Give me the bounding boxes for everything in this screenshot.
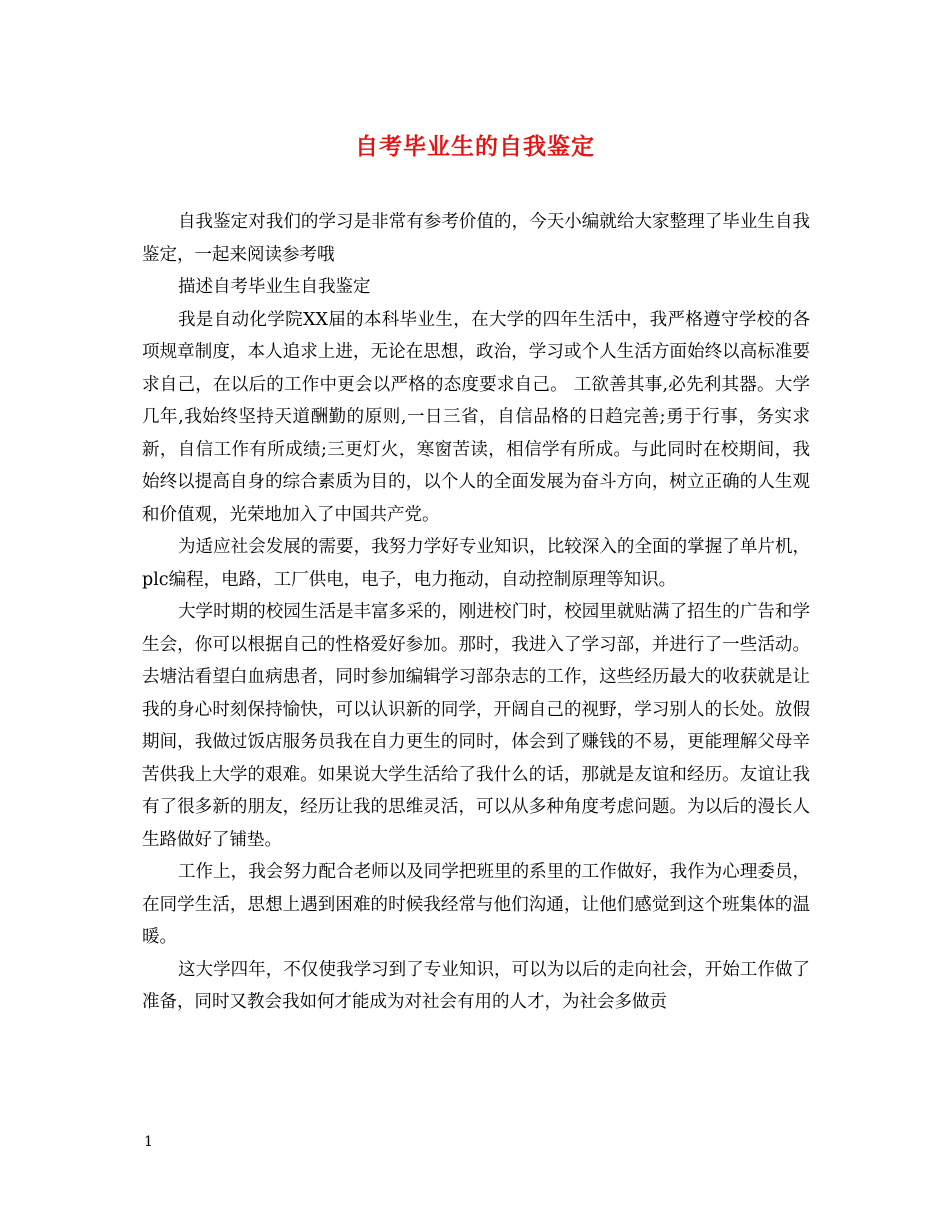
paragraph-intro: 自我鉴定对我们的学习是非常有参考价值的，今天小编就给大家整理了毕业生自我鉴定，一起来阅读参考哦 [142,212,810,265]
page-number: 1 [144,1134,153,1150]
paragraph-work: 工作上，我会努力配合老师以及同学把班里的系里的工作做好，我作为心理委员，在同学生活，思想上遇到困难的时候我经常与他们沟通，让他们感觉到这个班集体的温暖。 [142,862,810,947]
document-title: 自考毕业生的自我鉴定 [355,133,595,160]
paragraph-campus-life: 大学时期的校园生活是丰富多采的，刚进校门时，校园里就贴满了招生的广告和学生会，你可以根据自己的性格爱好参加。那时，我进入了学习部，并进行了一些活动。去塘沽看望白血病患者，同时参加编辑学习部杂志的工作，这些经历最大的收获就是让我的身心时刻保持愉快，可以认识新的同学，开阔自己的视野，学习别人的长处。放假期间，我做过饭店服务员我在自力更生的同时，体会到了赚钱的不易，更能理解父母辛苦供我上大学的艰难。如果说大学生活给了我什么的话，那就是友谊和经历。友谊让我有了很多新的朋友，经历让我的思维灵活，可以从多种角度考虑问题。为以后的漫长人生路做好了铺垫。 [142,602,810,850]
paragraph-four-years: 这大学四年，不仅使我学习到了专业知识，可以为以后的走向社会，开始工作做了准备，同时又教会我如何才能成为对社会有用的人才，为社会多做贡 [142,959,810,1012]
paragraph-professional-knowledge: 为适应社会发展的需要，我努力学好专业知识，比较深入的全面的掌握了单片机，plc编程，电路，工厂供电，电子，电力拖动，自动控制原理等知识。 [142,537,810,590]
document-body [142,206,810,1019]
paragraph-subheading: 描述自考毕业生自我鉴定 [178,277,371,297]
paragraph-self-description: 我是自动化学院XX届的本科毕业生，在大学的四年生活中，我严格遵守学校的各项规章制度，本人追求上进，无论在思想，政治，学习或个人生活方面始终以高标准要求自己，在以后的工作中更会以严格的态度要求自己。 工欲善其事,必先利其器。大学几年,我始终坚持天道酬勤的原则,一日三省，自信品格的日趋完善;勇于行事，务实求新，自信工作有所成绩;三更灯火，寒窗苦读，相信学有所成。与此同时在校期间，我始终以提高自身的综合素质为目的，以个人的全面发展为奋斗方向，树立正确的人生观和价值观，光荣地加入了中国共产党。 [142,309,810,525]
